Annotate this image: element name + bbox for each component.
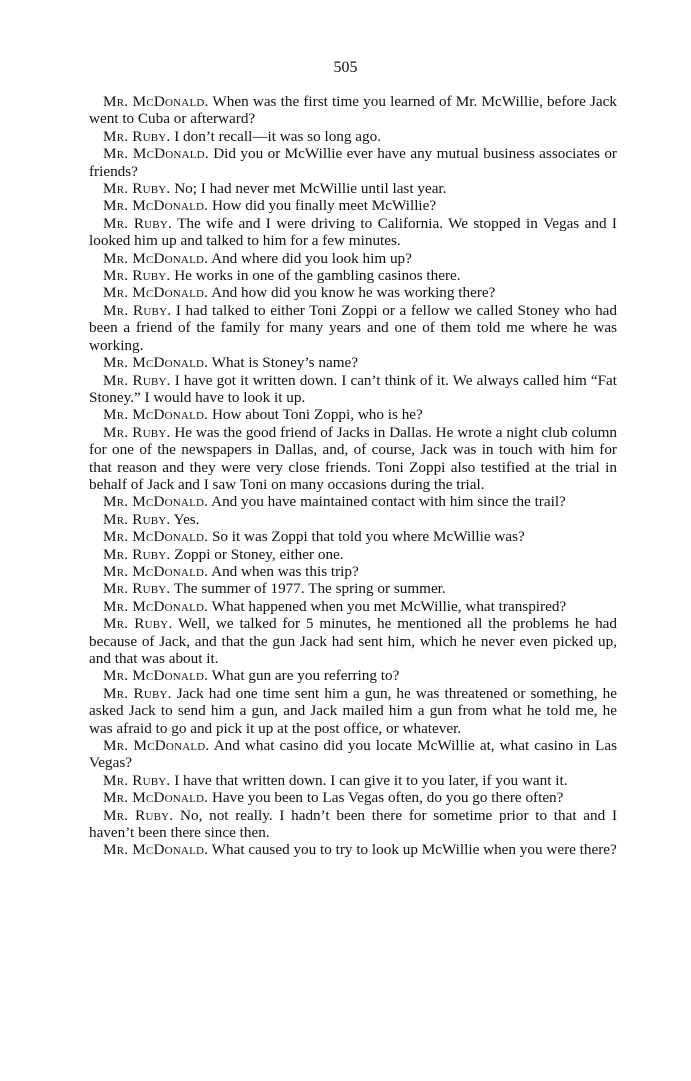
transcript-paragraph — [89, 563, 617, 580]
speaker-name: Mr. Ruby. — [103, 267, 171, 285]
speech-text: And when was this trip? — [208, 562, 359, 580]
speech-text: And how did you know he was working there? — [208, 284, 496, 302]
speaker-name: Mr. Ruby. — [103, 510, 171, 528]
speaker-name: Mr. Ruby. — [103, 684, 172, 702]
speech-text: How did you finally meet McWillie? — [208, 197, 437, 215]
speech-text: So it was Zoppi that told you where McWillie was? — [208, 528, 525, 546]
speech-text: And what casino did you locate McWillie at, what casino in Las Vegas? — [89, 737, 617, 772]
speaker-name: Mr. McDonald. — [103, 284, 209, 302]
speech-text: No, not really. I hadn’t been there for sometime prior to that and I haven’t been there since then. — [89, 806, 617, 842]
speech-text: When was the first time you learned of Mr. McWillie, before Jack went to Cuba or afterward? — [89, 93, 617, 128]
transcript-paragraph — [89, 511, 617, 528]
speaker-name: Mr. McDonald. — [103, 93, 209, 110]
transcript-paragraph — [89, 250, 617, 267]
speech-text: Jack had one time sent him a gun, he was threatened or something, he asked Jack to send him a gun, and Jack mailed him a gun from what he told me, he was afraid to go and pick it up at the post office, or whatever. — [89, 684, 617, 737]
speech-text: I don’t recall—it was so long ago. — [170, 127, 382, 145]
speaker-name: Mr. McDonald. — [103, 562, 209, 580]
speaker-name: Mr. Ruby. — [103, 423, 171, 441]
speech-text: Did you or McWillie ever have any mutual business associates or friends? — [89, 145, 617, 180]
speech-text: How about Toni Zoppi, who is he? — [208, 406, 423, 424]
transcript-paragraph — [89, 528, 617, 545]
speech-text: He works in one of the gambling casinos there. — [170, 267, 461, 285]
transcript-paragraph — [89, 615, 617, 667]
speaker-name: Mr. Ruby. — [103, 371, 171, 389]
transcript-paragraph — [89, 667, 617, 684]
transcript-paragraph — [89, 406, 617, 423]
speaker-name: Mr. McDonald. — [103, 406, 209, 424]
speech-text: He was the good friend of Jacks in Dallas. He wrote a night club column for one of the newspapers in Dallas, and, of course, Jack was in touch with him for that reason and they were very close friends. Toni Zoppi also testified at the trial in behalf of Jack and I saw Toni on many occasions during the trial. — [89, 423, 617, 493]
speech-text: I have got it written down. I can’t think of it. We always called him “Fat Stoney.” I would have to look it up. — [89, 371, 618, 406]
speaker-name: Mr. McDonald. — [103, 197, 209, 215]
transcript-paragraph — [89, 267, 617, 284]
speech-text: What gun are you referring to? — [208, 667, 400, 685]
transcript-paragraph — [89, 197, 617, 214]
speech-text: What caused you to try to look up McWillie when you were there? — [208, 841, 617, 859]
transcript-paragraph — [89, 372, 617, 407]
speaker-name: Mr. McDonald. — [103, 249, 209, 267]
speaker-name: Mr. Ruby. — [103, 771, 171, 789]
speaker-name: Mr. McDonald. — [103, 493, 209, 511]
speech-text: And you have maintained contact with him since the trail? — [208, 493, 566, 511]
speech-text: The wife and I were driving to California. We stopped in Vegas and I looked him up and talked to him for a few minutes. — [89, 214, 617, 250]
transcript-body — [89, 93, 617, 859]
speaker-name: Mr. Ruby. — [103, 615, 173, 633]
speaker-name: Mr. Ruby. — [103, 806, 174, 824]
transcript-paragraph — [89, 128, 617, 145]
transcript-paragraph — [89, 685, 617, 737]
transcript-paragraph — [89, 807, 617, 842]
speaker-name: Mr. McDonald. — [103, 667, 209, 685]
speech-text: Zoppi or Stoney, either one. — [170, 545, 344, 563]
transcript-paragraph — [89, 598, 617, 615]
transcript-paragraph — [89, 546, 617, 563]
speaker-name: Mr. Ruby. — [103, 214, 172, 232]
speech-text: No; I had never met McWillie until last year. — [170, 180, 447, 198]
speech-text: What is Stoney’s name? — [208, 354, 359, 372]
speech-text: I had talked to either Toni Zoppi or a fellow we called Stoney who had been a friend of the family for many years and one of them told me where he was working. — [89, 301, 617, 354]
transcript-paragraph — [89, 215, 617, 250]
transcript-paragraph — [89, 841, 617, 858]
speaker-name: Mr. McDonald. — [103, 789, 209, 807]
transcript-paragraph — [89, 424, 617, 494]
transcript-paragraph — [89, 93, 617, 128]
transcript-paragraph — [89, 180, 617, 197]
speaker-name: Mr. McDonald. — [103, 354, 209, 372]
transcript-paragraph — [89, 354, 617, 371]
speaker-name: Mr. McDonald. — [103, 737, 210, 755]
speech-text: I have that written down. I can give it to you later, if you want it. — [170, 771, 568, 789]
speaker-name: Mr. Ruby. — [103, 127, 171, 145]
speech-text: And where did you look him up? — [208, 249, 412, 267]
transcript-paragraph — [89, 145, 617, 180]
speaker-name: Mr. Ruby. — [103, 301, 172, 319]
speaker-name: Mr. McDonald. — [103, 841, 209, 859]
speaker-name: Mr. Ruby. — [103, 180, 171, 198]
speaker-name: Mr. Ruby. — [103, 545, 171, 563]
speech-text: What happened when you met McWillie, what transpired? — [208, 597, 567, 615]
transcript-paragraph — [89, 302, 617, 354]
speech-text: Have you been to Las Vegas often, do you go there often? — [208, 789, 564, 807]
speaker-name: Mr. McDonald. — [103, 597, 209, 615]
speaker-name: Mr. McDonald. — [103, 528, 209, 546]
transcript-paragraph — [89, 789, 617, 806]
transcript-paragraph — [89, 737, 617, 772]
speaker-name: Mr. McDonald. — [103, 145, 209, 163]
speech-text: Yes. — [170, 510, 200, 528]
transcript-paragraph — [89, 772, 617, 789]
transcript-paragraph — [89, 284, 617, 301]
page-number: 505 — [333, 59, 358, 76]
transcript-paragraph — [89, 580, 617, 597]
speech-text: The summer of 1977. The spring or summer. — [170, 580, 446, 598]
speaker-name: Mr. Ruby. — [103, 580, 171, 598]
speech-text: Well, we talked for 5 minutes, he mentioned all the problems he had because of Jack, and that the gun Jack had sent him, which he never even picked up, and that was about it. — [89, 615, 617, 667]
transcript-paragraph — [89, 493, 617, 510]
